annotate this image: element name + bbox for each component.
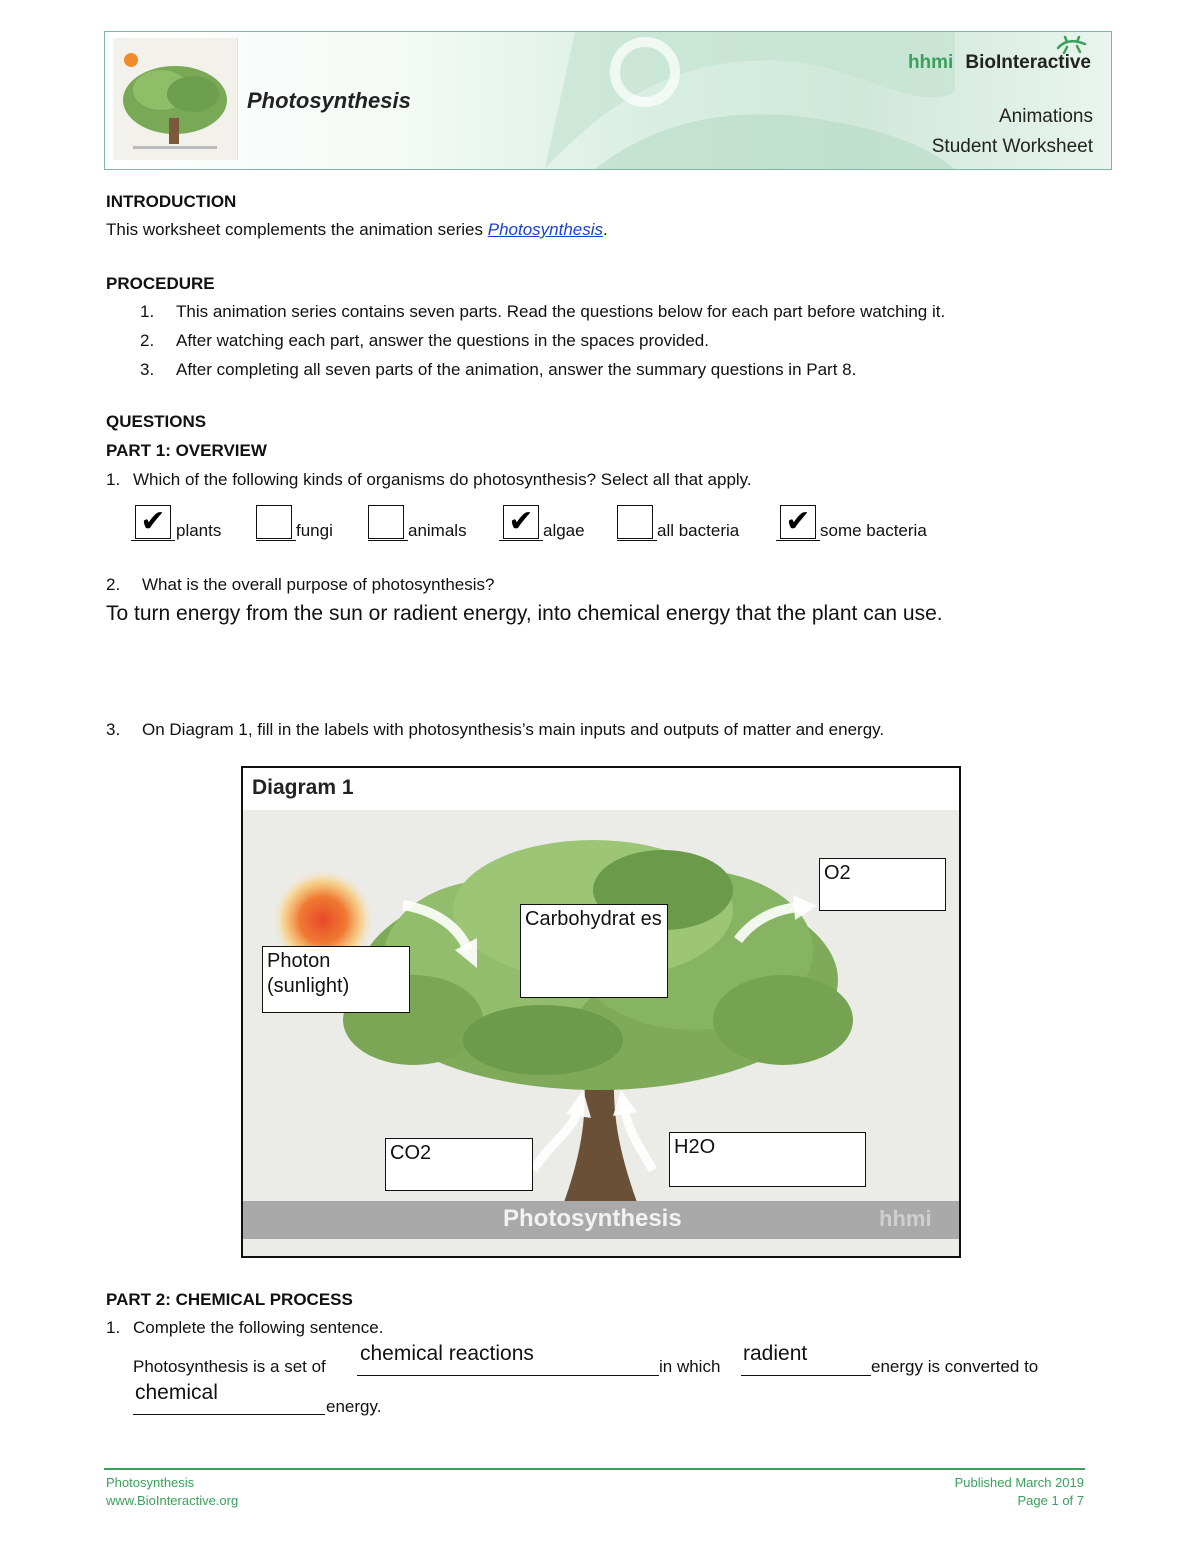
checkbox-algae[interactable]: ✔: [503, 505, 539, 539]
procedure-item-num: 3.: [140, 360, 155, 379]
part1-q3-text: On Diagram 1, fill in the labels with photosynthesis’s main inputs and outputs of matter and energy.: [142, 720, 885, 739]
blank-line-3: [133, 1414, 325, 1415]
intro-heading: INTRODUCTION: [106, 192, 237, 211]
intro-text-before: This worksheet complements the animation series: [106, 220, 488, 239]
diagram-title: Diagram 1: [252, 776, 354, 799]
label-photon[interactable]: Photon (sunlight): [262, 946, 410, 1013]
option-label-algae: algae: [543, 521, 585, 540]
procedure-item-text: After watching each part, answer the questions in the spaces provided.: [176, 331, 709, 350]
part2-heading: PART 2: CHEMICAL PROCESS: [106, 1290, 353, 1309]
label-h2o[interactable]: H2O: [669, 1132, 866, 1187]
checkbox-underline: [368, 539, 408, 541]
hhmi-logo-text: hhmi: [907, 52, 954, 73]
footer-url[interactable]: www.BioInteractive.org: [106, 1493, 239, 1508]
part1-q2-text: What is the overall purpose of photosynthesis?: [142, 575, 495, 594]
option-label-all-bacteria: all bacteria: [657, 521, 740, 540]
footer-title: Photosynthesis: [106, 1475, 195, 1490]
sentence-part-3: energy is converted to: [871, 1357, 1039, 1376]
procedure-item-text: After completing all seven parts of the animation, answer the summary questions in Part 8.: [176, 360, 857, 379]
part1-q2-answer[interactable]: To turn energy from the sun or radient energy, into chemical energy that the plant can use.: [106, 602, 943, 625]
option-label-plants: plants: [176, 521, 222, 540]
footer-page-number: Page 1 of 7: [1017, 1493, 1084, 1508]
checkbox-all-bacteria[interactable]: [617, 505, 653, 539]
blank-line-1: [357, 1375, 659, 1376]
procedure-item-num: 2.: [140, 331, 155, 350]
header-banner: [104, 31, 1112, 170]
sentence-part-4: energy.: [326, 1397, 382, 1416]
part1-q3-num: 3.: [106, 720, 121, 739]
footer-rule: [104, 1468, 1085, 1470]
decorative-swirl: [535, 32, 955, 169]
checkbox-plants[interactable]: ✔: [135, 505, 171, 539]
checkbox-fungi[interactable]: [256, 505, 292, 539]
biointeractive-logo-text: BioInteractive: [965, 52, 1091, 73]
procedure-item-text: This animation series contains seven parts. Read the questions below for each part before watching it.: [176, 302, 946, 321]
label-o2[interactable]: O2: [819, 858, 946, 911]
footer-published: Published March 2019: [954, 1475, 1084, 1490]
part1-q1-num: 1.: [106, 470, 121, 489]
label-carbohydrates[interactable]: Carbohydrat es: [520, 904, 668, 998]
tree-thumbnail-image: [113, 38, 237, 160]
page-title: Photosynthesis: [247, 88, 411, 113]
checkbox-underline: [256, 539, 296, 541]
option-label-some-bacteria: some bacteria: [820, 521, 927, 540]
checkbox-underline: [617, 539, 657, 541]
blank-1-answer[interactable]: chemical reactions: [360, 1342, 534, 1365]
intro-text: [106, 220, 608, 240]
part2-q1-text: Complete the following sentence.: [133, 1318, 384, 1337]
category-label: Animations: [999, 106, 1093, 127]
tree-thumbnail: [113, 38, 238, 160]
doc-type-label: Student Worksheet: [931, 136, 1093, 157]
procedure-item-num: 1.: [140, 302, 155, 321]
checkbox-underline: [499, 539, 543, 541]
diagram-hhmi-logo: hhmi: [879, 1206, 932, 1231]
lizard-icon: [1055, 34, 1089, 56]
label-co2[interactable]: CO2: [385, 1138, 533, 1191]
diagram-banner-text: Photosynthesis: [503, 1205, 682, 1232]
part1-heading: PART 1: OVERVIEW: [106, 441, 267, 460]
questions-heading: QUESTIONS: [106, 412, 207, 431]
sentence-part-1: Photosynthesis is a set of: [133, 1357, 326, 1376]
checkbox-underline: [131, 539, 175, 541]
blank-3-answer[interactable]: chemical: [135, 1381, 218, 1404]
procedure-heading: PROCEDURE: [106, 274, 215, 293]
option-label-animals: animals: [408, 521, 467, 540]
intro-text-after: .: [603, 220, 608, 239]
checkbox-some-bacteria[interactable]: ✔: [780, 505, 816, 539]
sentence-part-2: in which: [659, 1357, 721, 1376]
photosynthesis-link[interactable]: Photosynthesis: [487, 220, 604, 239]
part2-q1-num: 1.: [106, 1318, 121, 1337]
blank-line-2: [741, 1375, 871, 1376]
diagram-1: [241, 766, 961, 1258]
option-label-fungi: fungi: [296, 521, 333, 540]
blank-2-answer[interactable]: radient: [743, 1342, 808, 1365]
checkbox-underline: [776, 539, 820, 541]
checkbox-animals[interactable]: [368, 505, 404, 539]
part1-q1-text: Which of the following kinds of organisms do photosynthesis? Select all that apply.: [133, 470, 752, 489]
part1-q2-num: 2.: [106, 575, 121, 594]
